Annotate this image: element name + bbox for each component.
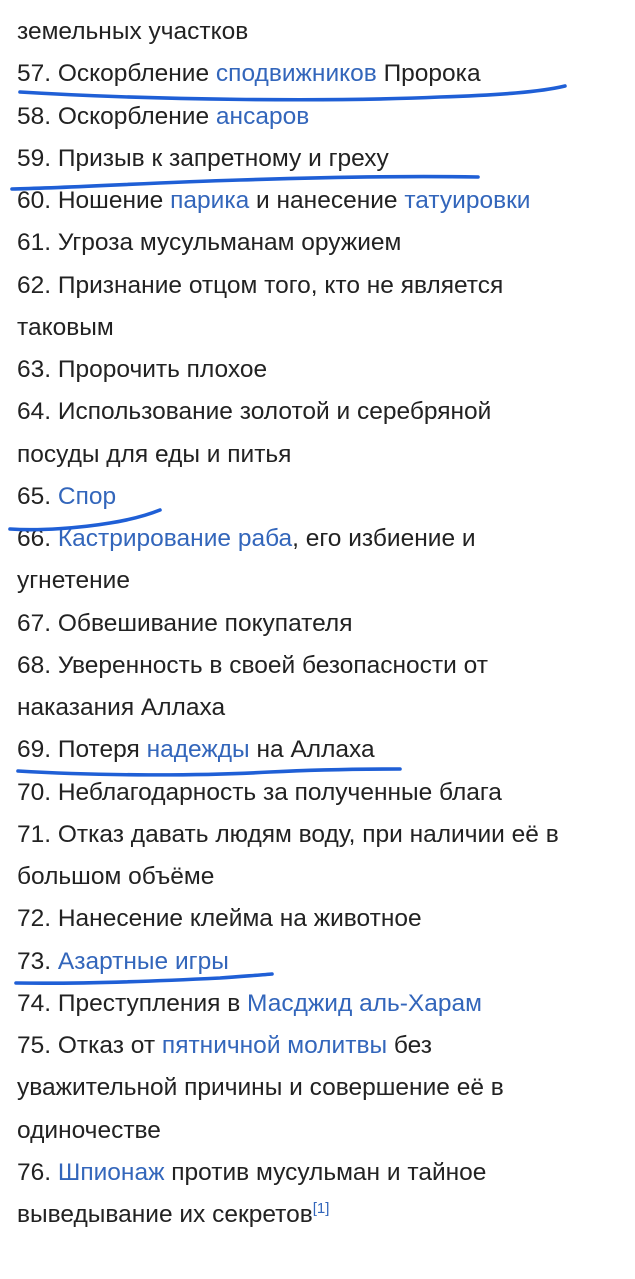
list-text: 66. xyxy=(17,525,58,552)
list-line xyxy=(17,603,623,645)
list-line xyxy=(17,814,623,856)
list-text: 70. Неблагодарность за полученные блага xyxy=(17,778,502,806)
list-line xyxy=(17,1025,623,1067)
article-link[interactable]: ансаров xyxy=(215,102,310,130)
list-text: 72. Нанесение клейма на животное xyxy=(17,905,422,933)
list-text: 63. Пророчить плохое xyxy=(17,356,268,383)
list-text: уважительной причины и совершение её в xyxy=(17,1074,504,1102)
article-link[interactable]: Спор xyxy=(57,482,117,510)
list-line xyxy=(17,898,623,940)
article-link[interactable]: Шпионаж xyxy=(57,1158,165,1186)
list-line xyxy=(17,307,623,349)
list-line xyxy=(17,518,623,560)
list-line xyxy=(17,1152,623,1194)
list-text: посуды для еды и питья xyxy=(17,440,292,468)
list-line xyxy=(17,1194,623,1236)
list-line xyxy=(17,265,623,307)
list-line xyxy=(17,138,623,180)
list-text: земельных участков xyxy=(17,18,249,45)
list-text: против мусульман и тайное xyxy=(164,1158,487,1186)
list-text: 61. Угроза мусульманам оружием xyxy=(17,229,402,257)
list-text: , его избиение и xyxy=(292,525,476,552)
list-text: 60. Ношение xyxy=(17,187,171,214)
list-text: 69. Потеря xyxy=(17,736,147,764)
list-text: 71. Отказ давать людям воду, при наличии её в xyxy=(17,820,559,848)
article-link[interactable]: надежды xyxy=(146,736,250,764)
list-line xyxy=(17,645,623,687)
list-text: 58. Оскорбление xyxy=(17,102,216,130)
list-text: Пророка xyxy=(376,60,481,88)
list-text: 57. Оскорбление xyxy=(17,60,216,88)
list-text: на Аллаха xyxy=(249,736,375,764)
list-line xyxy=(17,856,623,898)
list-text: 73. xyxy=(17,947,58,975)
list-line xyxy=(17,687,623,729)
list-text: угнетение xyxy=(17,567,130,595)
reference-link[interactable]: [1] xyxy=(312,1199,330,1217)
list-line xyxy=(17,180,623,222)
list-line xyxy=(17,772,623,814)
article-link[interactable]: Кастрирование раба xyxy=(57,525,293,552)
list-line xyxy=(17,1067,623,1109)
list-text: одиночестве xyxy=(17,1116,161,1144)
list-text: выведывание их секретов xyxy=(17,1201,313,1228)
article-link[interactable]: татуировки xyxy=(404,187,531,214)
list-line xyxy=(17,983,623,1025)
list-line xyxy=(17,434,623,476)
list-line xyxy=(17,11,623,53)
list-line xyxy=(17,560,623,602)
list-text: наказания Аллаха xyxy=(17,694,226,721)
list-text: 68. Уверенность в своей безопасности от xyxy=(17,651,488,679)
list-text: 75. Отказ от xyxy=(17,1032,162,1059)
list-text: 62. Признание отцом того, кто не является xyxy=(17,271,504,299)
article-link[interactable]: Азартные игры xyxy=(57,947,229,975)
list-line xyxy=(17,96,623,138)
article-link[interactable]: сподвижников xyxy=(215,60,377,88)
numbered-list xyxy=(17,11,623,1236)
list-line xyxy=(17,222,623,264)
list-text: 74. Преступления в xyxy=(17,989,248,1017)
list-line xyxy=(17,729,623,771)
list-line xyxy=(17,53,623,95)
list-line xyxy=(17,476,623,518)
list-text: таковым xyxy=(17,313,114,341)
list-text: без xyxy=(387,1032,432,1059)
list-text: 76. xyxy=(17,1158,58,1186)
list-text: 64. Использование золотой и серебряной xyxy=(17,398,492,426)
list-line xyxy=(17,941,623,983)
list-line xyxy=(17,349,623,391)
list-text: 65. xyxy=(17,482,58,510)
list-line xyxy=(17,391,623,433)
article-link[interactable]: парика xyxy=(170,187,250,214)
article-link[interactable]: Масджид аль-Харам xyxy=(247,989,482,1017)
list-line xyxy=(17,1110,623,1152)
list-text: и нанесение xyxy=(249,187,405,214)
list-text: 59. Призыв к запретному и греху xyxy=(17,144,389,172)
article-link[interactable]: пятничной молитвы xyxy=(161,1032,388,1059)
list-text: 67. Обвешивание покупателя xyxy=(17,609,353,637)
list-text: большом объёме xyxy=(17,863,215,890)
